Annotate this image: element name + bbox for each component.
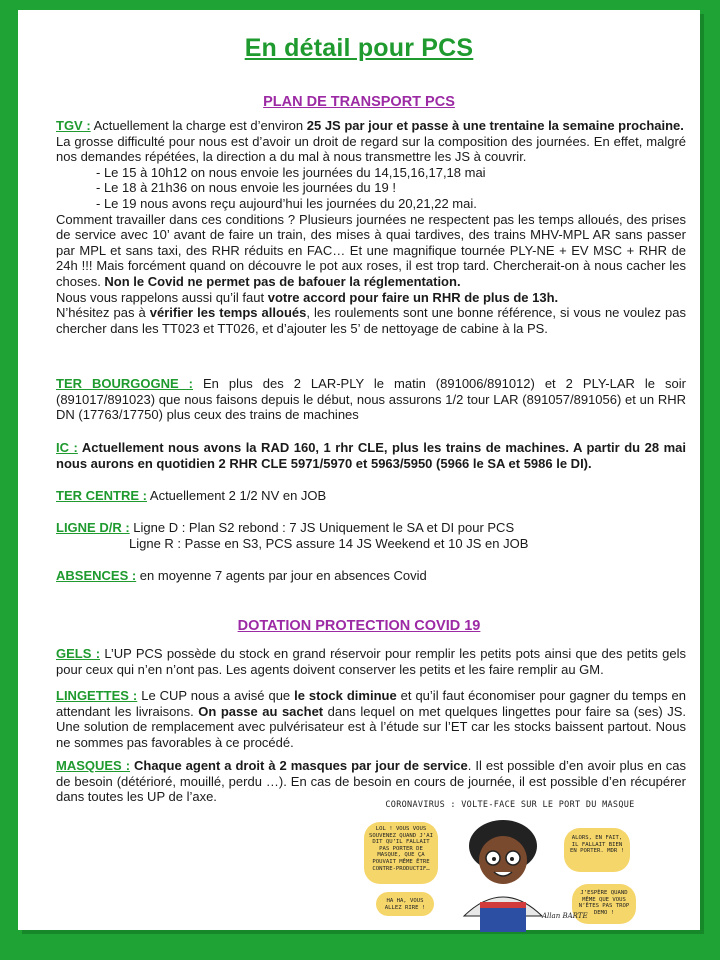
lingettes-block: LINGETTES : Le CUP nous a avisé que le stock diminue et qu’il faut économiser pour gagner du temps en attendant les livraisons. On passe au sachet dans lequel on met quelques lingettes pour faire sa (ses) JS. Une solution de remplacement avec pulvérisateur est à l’étude sur l’ET car les stocks baissent partout. Nous ne sommes pas favorables à ce procédé. [56, 688, 687, 750]
ter-bourgogne-label: TER BOURGOGNE : [56, 376, 193, 391]
absences-block: ABSENCES : en moyenne 7 agents par jour en absences Covid [56, 568, 427, 583]
tgv-block [56, 118, 686, 336]
speech-bubble: ALORS, EN FAIT, IL FALLAIT BIEN EN PORTER. MDR ! [564, 828, 630, 872]
tgv-paragraph: TGV : Actuellement la charge est d’environ 25 JS par jour et passe à une trentaine la semaine prochaine. [56, 118, 684, 133]
tgv-difficulty: La grosse difficulté pour nous est d’avoir un droit de regard sur la composition des journées. En effet, malgré nos demandes répétées, la direction a du mal à nous transmettre les JS à couvrir. [56, 133, 686, 165]
tgv-date-item: - Le 18 à 21h36 on nous envoie les journées du 19 ! [96, 180, 396, 196]
masques-label: MASQUES : [56, 758, 131, 773]
tgv-conditions: Comment travailler dans ces conditions ? Plusieurs journées ne respectent pas les temps alloués, des prises de service avec 10’ avant de faire un train, des mises à quai tardives, des trains MHV-MPL AR sans passer par MPL et sans taxi, des RHR réduits en FAC… Et une magnifique tournée PLY-NE + EV MSC + RHR de 24h !!! Mais forcément quand on découvre le pot aux roses, il est trop tard. Chercherait-on à nous cacher les choses. Non le Covid ne permet pas de bafouer la réglementation. [56, 211, 686, 289]
speech-bubble: J’ESPÈRE QUAND MÊME QUE VOUS N’ÊTES PAS TROP DEMO ! [572, 884, 636, 924]
pupil-left [492, 857, 496, 861]
masques-block: MASQUES : Chaque agent a droit à 2 masques par jour de service. Il est possible d’en avoir plus en cas de besoin (détérioré, mouillé, perdu …). En cas de besoin en cours de journée, il est possible d’en récupérer dans toutes les UP de l’axe. [56, 758, 687, 805]
section-title-transport: PLAN DE TRANSPORT PCS [263, 94, 455, 110]
absences-label: ABSENCES : [56, 568, 137, 583]
ligne-dr-block: LIGNE D/R : Ligne D : Plan S2 rebond : 7 JS Uniquement le SA et DI pour PCS Ligne R : Passe en S3, PCS assure 14 JS Weekend et 10 JS en JOB [56, 520, 686, 551]
tgv-verify: N’hésitez pas à vérifier les temps alloués, les roulements sont une bonne référence, si vous ne voulez pas chercher dans les TT023 et TT026, et d’ajouter les 5’ de nettoyage de cabine à la PS. [56, 305, 686, 336]
tgv-date-item: - Le 15 à 10h12 on nous envoie les journées du 14,15,16,17,18 mai [96, 164, 486, 180]
pupil-right [510, 857, 514, 861]
ic-label: IC : [56, 440, 78, 455]
ter-bourgogne-block: TER BOURGOGNE : En plus des 2 LAR-PLY le matin (891006/891012) et 2 PLY-LAR le soir (891017/891023) que nous faisons depuis le début, nous assurons 1/2 tour LAR (891057/891056) et un RHR DN (17763/17750) plus ceux des trains de machines [56, 376, 686, 423]
section-title-covid: DOTATION PROTECTION COVID 19 [237, 618, 481, 634]
ter-centre-label: TER CENTRE : [56, 488, 147, 503]
gels-block: GELS : L’UP PCS possède du stock en grand réservoir pour remplir les petits pots ainsi que des petits gels pour ceux qui n’en n’ont pas. Les agents doivent conserver les petits et les faire remplir au GM. [56, 646, 686, 677]
tgv-date-item: - Le 19 nous avons reçu aujourd’hui les journées du 20,21,22 mai. [96, 195, 477, 211]
tgv-rhr-reminder: Nous vous rappelons aussi qu’il faut votre accord pour faire un RHR de plus de 13h. [56, 289, 559, 305]
ligne-dr-label: LIGNE D/R : [56, 520, 130, 535]
ter-centre-block: TER CENTRE : Actuellement 2 1/2 NV en JOB [56, 488, 327, 503]
page-title: En détail pour PCS [244, 34, 474, 62]
cartoon-caption: CORONAVIRUS : VOLTE-FACE SUR LE PORT DU MASQUE [385, 800, 635, 810]
cartoon-signature: Allan BARTE [542, 912, 588, 920]
podium-stripe [480, 902, 526, 908]
gels-label: GELS : [56, 646, 101, 661]
document-page [18, 10, 700, 930]
lingettes-label: LINGETTES : [56, 688, 138, 703]
ligne-r-line: Ligne R : Passe en S3, PCS assure 14 JS Weekend et 10 JS en JOB [129, 535, 529, 551]
tgv-label: TGV : [56, 118, 91, 133]
ic-block: IC : Actuellement nous avons la RAD 160, 1 rhr CLE, plus les trains de machines. A partir du 28 mai nous aurons en quotidien 2 RHR CLE 5971/5970 et 5963/5950 (5966 le SA et 5986 le DI). [56, 440, 686, 471]
cartoon-illustration [336, 800, 684, 932]
speech-bubble: LOL ! VOUS VOUS SOUVENEZ QUAND J’AI DIT QU’IL FALLAIT PAS PORTER DE MASQUE, QUE ÇA POUVAIT MÊME ÊTRE CONTRE-PRODUCTIF… [364, 822, 438, 884]
speech-bubble: HA HA, VOUS ALLEZ RIRE ! [376, 892, 434, 916]
